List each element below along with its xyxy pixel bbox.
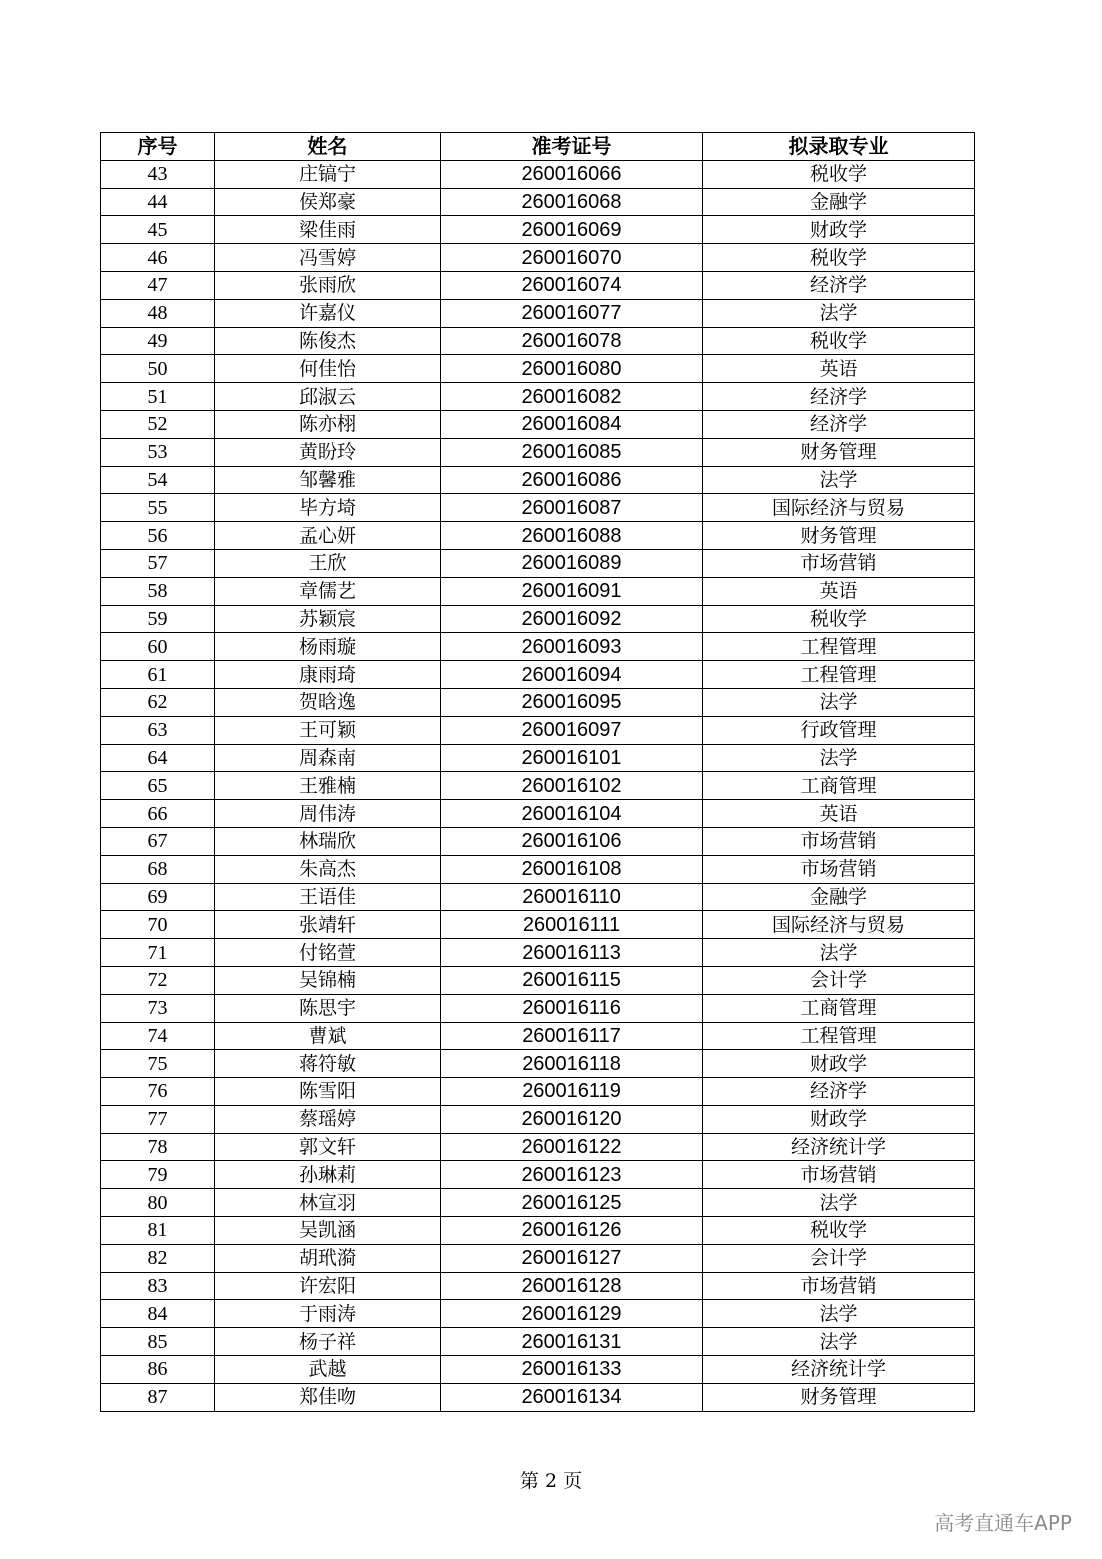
cell-serial-number: 74	[101, 1022, 215, 1050]
cell-exam-number: 260016101	[441, 744, 703, 772]
cell-exam-number: 260016127	[441, 1244, 703, 1272]
cell-exam-number: 260016085	[441, 438, 703, 466]
cell-exam-number: 260016115	[441, 966, 703, 994]
cell-major: 财务管理	[703, 522, 975, 550]
table-row	[101, 883, 975, 911]
table-row	[101, 522, 975, 550]
cell-serial-number: 45	[101, 216, 215, 244]
table-row	[101, 1105, 975, 1133]
cell-major: 国际经济与贸易	[703, 494, 975, 522]
cell-name: 许嘉仪	[215, 299, 441, 327]
cell-name: 王语佳	[215, 883, 441, 911]
cell-name: 吴锦楠	[215, 966, 441, 994]
cell-serial-number: 47	[101, 271, 215, 299]
cell-serial-number: 54	[101, 466, 215, 494]
cell-serial-number: 60	[101, 633, 215, 661]
cell-name: 侯郑豪	[215, 188, 441, 216]
cell-name: 冯雪婷	[215, 244, 441, 272]
cell-serial-number: 49	[101, 327, 215, 355]
cell-exam-number: 260016089	[441, 549, 703, 577]
header-major: 拟录取专业	[703, 133, 975, 161]
cell-name: 武越	[215, 1356, 441, 1384]
table-row	[101, 1217, 975, 1245]
table-row	[101, 939, 975, 967]
table-row	[101, 438, 975, 466]
cell-exam-number: 260016123	[441, 1161, 703, 1189]
table-row	[101, 494, 975, 522]
cell-exam-number: 260016086	[441, 466, 703, 494]
cell-exam-number: 260016108	[441, 855, 703, 883]
table-row	[101, 1022, 975, 1050]
cell-serial-number: 62	[101, 688, 215, 716]
cell-major: 经济学	[703, 271, 975, 299]
cell-exam-number: 260016087	[441, 494, 703, 522]
cell-exam-number: 260016092	[441, 605, 703, 633]
cell-major: 税收学	[703, 160, 975, 188]
table-row	[101, 1050, 975, 1078]
cell-serial-number: 48	[101, 299, 215, 327]
cell-exam-number: 260016129	[441, 1300, 703, 1328]
cell-serial-number: 59	[101, 605, 215, 633]
cell-name: 孟心妍	[215, 522, 441, 550]
cell-serial-number: 65	[101, 772, 215, 800]
table-body	[101, 160, 975, 1411]
cell-serial-number: 46	[101, 244, 215, 272]
cell-major: 税收学	[703, 1217, 975, 1245]
header-serial-number: 序号	[101, 133, 215, 161]
cell-name: 许宏阳	[215, 1272, 441, 1300]
cell-major: 会计学	[703, 966, 975, 994]
table-row	[101, 605, 975, 633]
cell-major: 财政学	[703, 216, 975, 244]
cell-name: 付铭萱	[215, 939, 441, 967]
cell-major: 经济学	[703, 383, 975, 411]
cell-exam-number: 260016113	[441, 939, 703, 967]
cell-exam-number: 260016102	[441, 772, 703, 800]
cell-serial-number: 53	[101, 438, 215, 466]
cell-serial-number: 78	[101, 1133, 215, 1161]
cell-exam-number: 260016116	[441, 994, 703, 1022]
table-row	[101, 549, 975, 577]
cell-exam-number: 260016126	[441, 1217, 703, 1245]
cell-exam-number: 260016125	[441, 1189, 703, 1217]
cell-serial-number: 81	[101, 1217, 215, 1245]
cell-exam-number: 260016084	[441, 410, 703, 438]
cell-name: 曹斌	[215, 1022, 441, 1050]
cell-major: 金融学	[703, 883, 975, 911]
table-row	[101, 633, 975, 661]
cell-serial-number: 68	[101, 855, 215, 883]
cell-major: 财务管理	[703, 438, 975, 466]
cell-serial-number: 69	[101, 883, 215, 911]
table-row	[101, 299, 975, 327]
table-row	[101, 688, 975, 716]
cell-exam-number: 260016088	[441, 522, 703, 550]
cell-major: 金融学	[703, 188, 975, 216]
table-row	[101, 327, 975, 355]
cell-major: 法学	[703, 466, 975, 494]
cell-exam-number: 260016111	[441, 911, 703, 939]
cell-major: 市场营销	[703, 855, 975, 883]
cell-major: 英语	[703, 355, 975, 383]
cell-name: 郭文轩	[215, 1133, 441, 1161]
cell-exam-number: 260016104	[441, 800, 703, 828]
cell-major: 市场营销	[703, 1272, 975, 1300]
cell-major: 税收学	[703, 327, 975, 355]
cell-major: 法学	[703, 1328, 975, 1356]
cell-exam-number: 260016119	[441, 1078, 703, 1106]
cell-name: 胡玳漪	[215, 1244, 441, 1272]
cell-serial-number: 67	[101, 827, 215, 855]
table-row	[101, 1244, 975, 1272]
cell-name: 邹馨雅	[215, 466, 441, 494]
table-row	[101, 800, 975, 828]
table-row	[101, 1161, 975, 1189]
watermark-text: 高考直通车APP	[934, 1511, 1072, 1535]
table-header	[101, 133, 975, 161]
cell-name: 林瑞欣	[215, 827, 441, 855]
page-number: 第 2 页	[519, 1470, 583, 1492]
cell-serial-number: 83	[101, 1272, 215, 1300]
cell-major: 经济学	[703, 410, 975, 438]
cell-name: 周伟涛	[215, 800, 441, 828]
cell-exam-number: 260016133	[441, 1356, 703, 1384]
cell-serial-number: 84	[101, 1300, 215, 1328]
table-row	[101, 827, 975, 855]
header-row	[101, 133, 975, 161]
cell-major: 经济统计学	[703, 1133, 975, 1161]
cell-exam-number: 260016094	[441, 661, 703, 689]
cell-serial-number: 52	[101, 410, 215, 438]
table-row	[101, 1356, 975, 1384]
table-row	[101, 1300, 975, 1328]
cell-name: 陈俊杰	[215, 327, 441, 355]
cell-serial-number: 57	[101, 549, 215, 577]
table-row	[101, 716, 975, 744]
cell-name: 陈亦栩	[215, 410, 441, 438]
cell-exam-number: 260016122	[441, 1133, 703, 1161]
cell-name: 郑佳吻	[215, 1383, 441, 1411]
cell-serial-number: 82	[101, 1244, 215, 1272]
cell-major: 工程管理	[703, 661, 975, 689]
table-row	[101, 355, 975, 383]
cell-serial-number: 43	[101, 160, 215, 188]
table-row	[101, 466, 975, 494]
cell-name: 黄盼玲	[215, 438, 441, 466]
cell-serial-number: 72	[101, 966, 215, 994]
cell-exam-number: 260016128	[441, 1272, 703, 1300]
cell-name: 苏颖宸	[215, 605, 441, 633]
table-row	[101, 772, 975, 800]
cell-exam-number: 260016120	[441, 1105, 703, 1133]
cell-exam-number: 260016093	[441, 633, 703, 661]
cell-name: 张靖轩	[215, 911, 441, 939]
table-row	[101, 966, 975, 994]
cell-major: 国际经济与贸易	[703, 911, 975, 939]
table-row	[101, 216, 975, 244]
cell-serial-number: 61	[101, 661, 215, 689]
table-row	[101, 911, 975, 939]
admission-list-table	[100, 132, 975, 1412]
cell-name: 于雨涛	[215, 1300, 441, 1328]
cell-exam-number: 260016068	[441, 188, 703, 216]
table-row	[101, 1189, 975, 1217]
table-row	[101, 383, 975, 411]
cell-exam-number: 260016077	[441, 299, 703, 327]
cell-name: 杨子祥	[215, 1328, 441, 1356]
cell-exam-number: 260016078	[441, 327, 703, 355]
table-row	[101, 1078, 975, 1106]
cell-name: 贺晗逸	[215, 688, 441, 716]
cell-serial-number: 85	[101, 1328, 215, 1356]
table-row	[101, 1328, 975, 1356]
cell-exam-number: 260016118	[441, 1050, 703, 1078]
table-row	[101, 855, 975, 883]
cell-serial-number: 50	[101, 355, 215, 383]
cell-name: 邱淑云	[215, 383, 441, 411]
cell-major: 行政管理	[703, 716, 975, 744]
table-row	[101, 744, 975, 772]
table-row	[101, 1383, 975, 1411]
cell-name: 何佳怡	[215, 355, 441, 383]
cell-name: 蒋符敏	[215, 1050, 441, 1078]
cell-serial-number: 79	[101, 1161, 215, 1189]
cell-major: 工商管理	[703, 994, 975, 1022]
cell-name: 陈思宇	[215, 994, 441, 1022]
cell-major: 英语	[703, 577, 975, 605]
cell-major: 市场营销	[703, 549, 975, 577]
cell-exam-number: 260016080	[441, 355, 703, 383]
cell-serial-number: 75	[101, 1050, 215, 1078]
cell-major: 经济统计学	[703, 1356, 975, 1384]
cell-name: 吴凯涵	[215, 1217, 441, 1245]
cell-major: 税收学	[703, 605, 975, 633]
cell-serial-number: 71	[101, 939, 215, 967]
cell-name: 孙琳莉	[215, 1161, 441, 1189]
cell-major: 法学	[703, 744, 975, 772]
cell-serial-number: 63	[101, 716, 215, 744]
cell-serial-number: 51	[101, 383, 215, 411]
cell-name: 王雅楠	[215, 772, 441, 800]
table-row	[101, 994, 975, 1022]
table-row	[101, 244, 975, 272]
cell-serial-number: 64	[101, 744, 215, 772]
cell-exam-number: 260016117	[441, 1022, 703, 1050]
cell-major: 经济学	[703, 1078, 975, 1106]
cell-major: 会计学	[703, 1244, 975, 1272]
cell-name: 杨雨璇	[215, 633, 441, 661]
cell-name: 蔡瑶婷	[215, 1105, 441, 1133]
cell-name: 王欣	[215, 549, 441, 577]
cell-major: 税收学	[703, 244, 975, 272]
table-row	[101, 1272, 975, 1300]
table-row	[101, 160, 975, 188]
cell-major: 法学	[703, 1300, 975, 1328]
table-row	[101, 1133, 975, 1161]
cell-exam-number: 260016074	[441, 271, 703, 299]
cell-exam-number: 260016082	[441, 383, 703, 411]
cell-exam-number: 260016131	[441, 1328, 703, 1356]
table-row	[101, 410, 975, 438]
cell-serial-number: 77	[101, 1105, 215, 1133]
cell-name: 王可颖	[215, 716, 441, 744]
header-exam-number: 准考证号	[441, 133, 703, 161]
cell-serial-number: 76	[101, 1078, 215, 1106]
cell-major: 法学	[703, 939, 975, 967]
cell-serial-number: 58	[101, 577, 215, 605]
table-row	[101, 661, 975, 689]
cell-serial-number: 80	[101, 1189, 215, 1217]
cell-name: 朱高杰	[215, 855, 441, 883]
cell-exam-number: 260016091	[441, 577, 703, 605]
cell-serial-number: 70	[101, 911, 215, 939]
cell-serial-number: 73	[101, 994, 215, 1022]
cell-serial-number: 66	[101, 800, 215, 828]
cell-exam-number: 260016069	[441, 216, 703, 244]
cell-name: 章儒艺	[215, 577, 441, 605]
cell-name: 庄镐宁	[215, 160, 441, 188]
cell-serial-number: 87	[101, 1383, 215, 1411]
cell-serial-number: 56	[101, 522, 215, 550]
cell-exam-number: 260016134	[441, 1383, 703, 1411]
cell-name: 林宣羽	[215, 1189, 441, 1217]
cell-serial-number: 86	[101, 1356, 215, 1384]
cell-major: 工商管理	[703, 772, 975, 800]
cell-exam-number: 260016066	[441, 160, 703, 188]
cell-major: 财政学	[703, 1050, 975, 1078]
cell-major: 财政学	[703, 1105, 975, 1133]
table-row	[101, 188, 975, 216]
cell-name: 毕方埼	[215, 494, 441, 522]
cell-name: 梁佳雨	[215, 216, 441, 244]
cell-major: 工程管理	[703, 1022, 975, 1050]
cell-major: 法学	[703, 299, 975, 327]
cell-major: 法学	[703, 688, 975, 716]
table-row	[101, 271, 975, 299]
cell-name: 康雨琦	[215, 661, 441, 689]
cell-major: 财务管理	[703, 1383, 975, 1411]
cell-exam-number: 260016095	[441, 688, 703, 716]
cell-major: 英语	[703, 800, 975, 828]
cell-major: 市场营销	[703, 1161, 975, 1189]
cell-major: 工程管理	[703, 633, 975, 661]
cell-serial-number: 55	[101, 494, 215, 522]
cell-serial-number: 44	[101, 188, 215, 216]
cell-exam-number: 260016110	[441, 883, 703, 911]
cell-exam-number: 260016106	[441, 827, 703, 855]
cell-major: 法学	[703, 1189, 975, 1217]
cell-name: 周森南	[215, 744, 441, 772]
cell-exam-number: 260016097	[441, 716, 703, 744]
cell-name: 陈雪阳	[215, 1078, 441, 1106]
cell-name: 张雨欣	[215, 271, 441, 299]
header-name: 姓名	[215, 133, 441, 161]
cell-exam-number: 260016070	[441, 244, 703, 272]
table-row	[101, 577, 975, 605]
cell-major: 市场营销	[703, 827, 975, 855]
